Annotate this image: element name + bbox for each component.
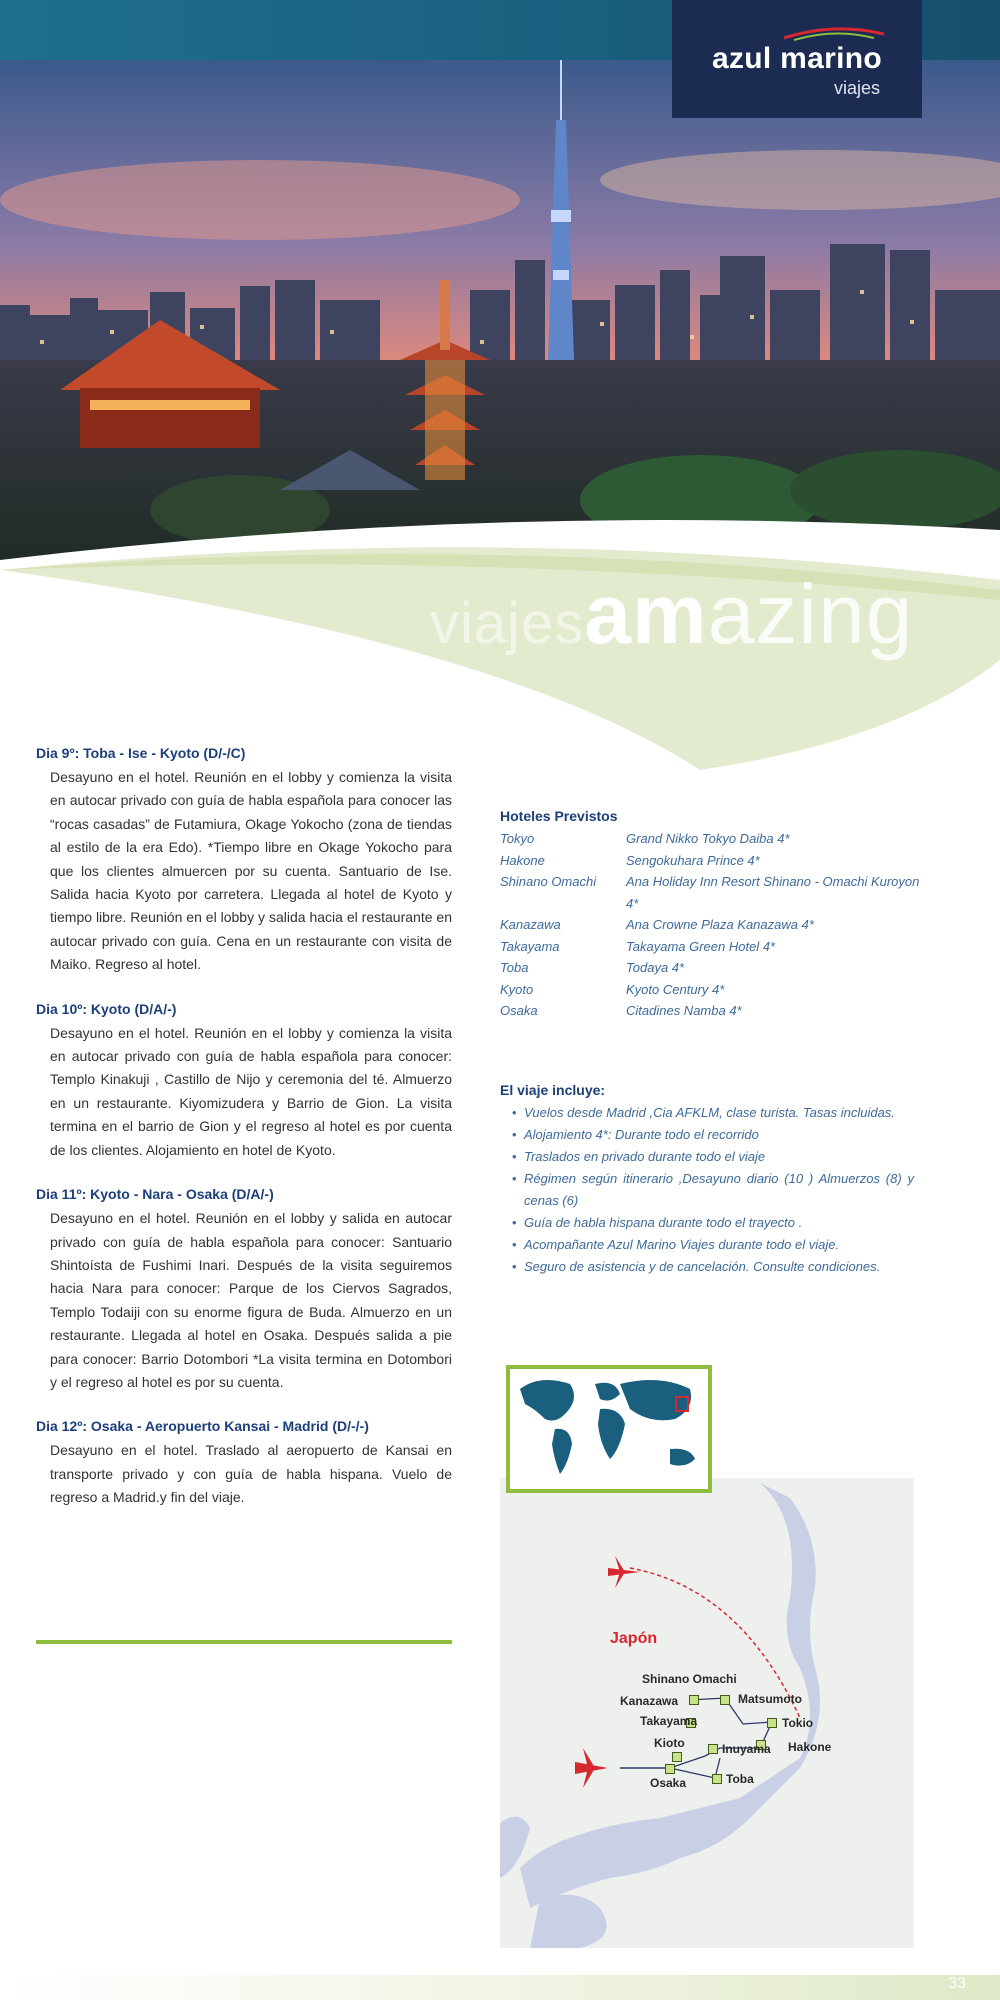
list-item: • Guía de habla hispana durante todo el trayecto . <box>512 1212 914 1234</box>
map-label-inuyama: Inuyama <box>722 1742 771 1756</box>
hotel-city: Toba <box>500 960 529 975</box>
map-marker-toba <box>712 1774 722 1784</box>
hotel-city: Takayama <box>500 938 560 954</box>
day-description: Desayuno en el hotel. Reunión en el lobby y comienza la visita en autocar privado con guía de habla española para conocer: Templo Kinakuji , Castillo de Nijo y ceremonia del té. Almuerzo en un restaurante. Kiyomizudera y Barrio de Gion. La visita termina en el barrio de Gion y el regreso al hotel es por cuenta de los clientes. Alojamiento en hotel de Kyoto. <box>50 1024 452 1158</box>
day-block <box>36 1001 452 1162</box>
hotel-row <box>500 957 920 979</box>
day-title: Dia 11º: Kyoto - Nara - Osaka (D/A/-) <box>36 1186 274 1203</box>
map-label-tokio: Tokio <box>782 1716 814 1730</box>
hotel-row <box>500 914 920 936</box>
day-block <box>36 745 452 977</box>
list-item: • Régimen según itinerario ,Desayuno diario (10 ) Almuerzos (8) y cenas (6) <box>512 1168 914 1212</box>
hotel-row <box>500 850 920 872</box>
hotel-city: Hakone <box>500 852 545 868</box>
map-marker-kioto <box>672 1752 682 1762</box>
hotels-section <box>500 808 920 1022</box>
day-block <box>36 1418 452 1509</box>
section-divider <box>36 1640 452 1644</box>
map-marker-matsumoto <box>720 1695 730 1705</box>
day-title: Dia 9º: Toba - Ise - Kyoto (D/-/C) <box>36 745 246 761</box>
map-label-kanazawa: Kanazawa <box>620 1694 679 1708</box>
plane-icon <box>608 1556 640 1588</box>
hotel-name: Ana Holiday Inn Resort Shinano - Omachi Kuroyon 4* <box>626 874 920 911</box>
hotel-name: Sengokuhara Prince 4* <box>626 852 760 868</box>
hotel-city: Osaka <box>500 1003 538 1018</box>
list-item: • Traslados en privado durante todo el viaje <box>512 1146 914 1168</box>
hotel-row <box>500 936 920 958</box>
hotel-city: Tokyo <box>500 831 535 846</box>
map-marker-shinano <box>689 1695 699 1705</box>
day-description: Desayuno en el hotel. Reunión en el lobby y salida en autocar privado con guía de habla española para conocer: Santuario Shintoísta de Fushimi Inari. Después de la visita seguiremos hacia Nara para conocer: Parque de los Ciervos Sagrados, Templo Todaiji con su enorme figura de Buda. Almuerzo en un restaurante. Llegada al hotel en Osaka. Después salida a pie para conocer: Barrio Dotombori *La visita termina en Dotombori y el regreso al hotel es por su cuenta. <box>50 1210 452 1390</box>
hotel-name: Ana Crowne Plaza Kanazawa 4* <box>626 917 814 932</box>
page-number: 33 <box>948 1975 966 1992</box>
map-label-matsumoto: Matsumoto <box>738 1692 802 1706</box>
includes-title: El viaje incluye: <box>500 1082 606 1098</box>
hotel-row <box>500 871 920 914</box>
hero-photo-tokyo-skyline <box>0 60 1000 580</box>
map-marker-tokio <box>767 1718 777 1728</box>
hotel-city: Kanazawa <box>500 917 561 932</box>
includes-section <box>500 1082 914 1278</box>
map-country-label: Japón <box>610 1630 658 1647</box>
hotel-row <box>500 828 920 850</box>
map-label-hakone: Hakone <box>788 1740 832 1754</box>
day-description: Desayuno en el hotel. Reunión en el lobby y comienza la visita en autocar privado con guía de habla española para conocer las “rocas casadas” de Futamiura, Okage Yokocho (zona de tiendas al estilo de la era Edo). *Tiempo libre en Okage Yokocho para que los clientes almuercen por su cuenta. Santuario de Ise. Salida hacia Kyoto por carretera. Llegada al hotel de Kyoto y tiempo libre. Reunión en el lobby y salida hacia el restaurante en autocar privado con guía. Cena en un restaurante con visita de Maiko. Regreso al hotel. <box>50 769 452 973</box>
brand-logo[interactable] <box>672 0 922 118</box>
includes-list <box>500 1102 914 1278</box>
japan-route-map <box>500 1478 914 1948</box>
brand-subtitle: viajes <box>833 78 881 98</box>
hotel-row <box>500 979 920 1001</box>
map-label-kioto: Kioto <box>654 1736 685 1750</box>
map-label-osaka: Osaka <box>650 1776 687 1790</box>
hotel-city: Shinano Omachi <box>500 874 597 889</box>
map-marker-inuyama <box>708 1744 718 1754</box>
itinerary-column <box>36 745 452 1534</box>
map-label-takayama: Takayama <box>640 1714 698 1728</box>
map-label-toba: Toba <box>726 1772 754 1786</box>
footer-band <box>0 1975 1000 2000</box>
world-locator-map <box>506 1365 712 1493</box>
hotel-name: Citadines Namba 4* <box>626 1003 742 1018</box>
hotels-title: Hoteles Previstos <box>500 808 618 824</box>
day-title: Dia 12º: Osaka - Aeropuerto Kansai - Madrid (D/-/-) <box>36 1418 369 1435</box>
day-block <box>36 1186 452 1394</box>
brand-name: azul marino <box>712 42 882 75</box>
hotel-name: Takayama Green Hotel 4* <box>626 938 776 954</box>
map-marker-osaka <box>665 1764 675 1774</box>
list-item: • Seguro de asistencia y de cancelación. Consulte condiciones. <box>512 1256 914 1278</box>
day-title: Dia 10º: Kyoto (D/A/-) <box>36 1000 177 1017</box>
list-item: • Acompañante Azul Marino Viajes durante todo el viaje. <box>512 1234 914 1256</box>
logo-swoosh-icon <box>784 22 884 42</box>
list-item: • Alojamiento 4*: Durante todo el recorrido <box>512 1124 914 1146</box>
day-description: Desayuno en el hotel. Traslado al aeropuerto de Kansai en transporte privado y con guía de habla hispana. Vuelo de regreso a Madrid.y fin del viaje. <box>50 1442 452 1506</box>
hotel-name: Grand Nikko Tokyo Daiba 4* <box>626 831 790 846</box>
hotel-name: Todaya 4* <box>626 960 685 975</box>
tagline: viajesamazing <box>430 567 914 661</box>
hotel-city: Kyoto <box>500 981 534 997</box>
hotel-name: Kyoto Century 4* <box>626 981 725 997</box>
list-item: • Vuelos desde Madrid ,Cia AFKLM, clase turista. Tasas incluidas. <box>512 1102 914 1124</box>
map-label-shinano: Shinano Omachi <box>642 1672 737 1686</box>
hotel-row <box>500 1000 920 1022</box>
